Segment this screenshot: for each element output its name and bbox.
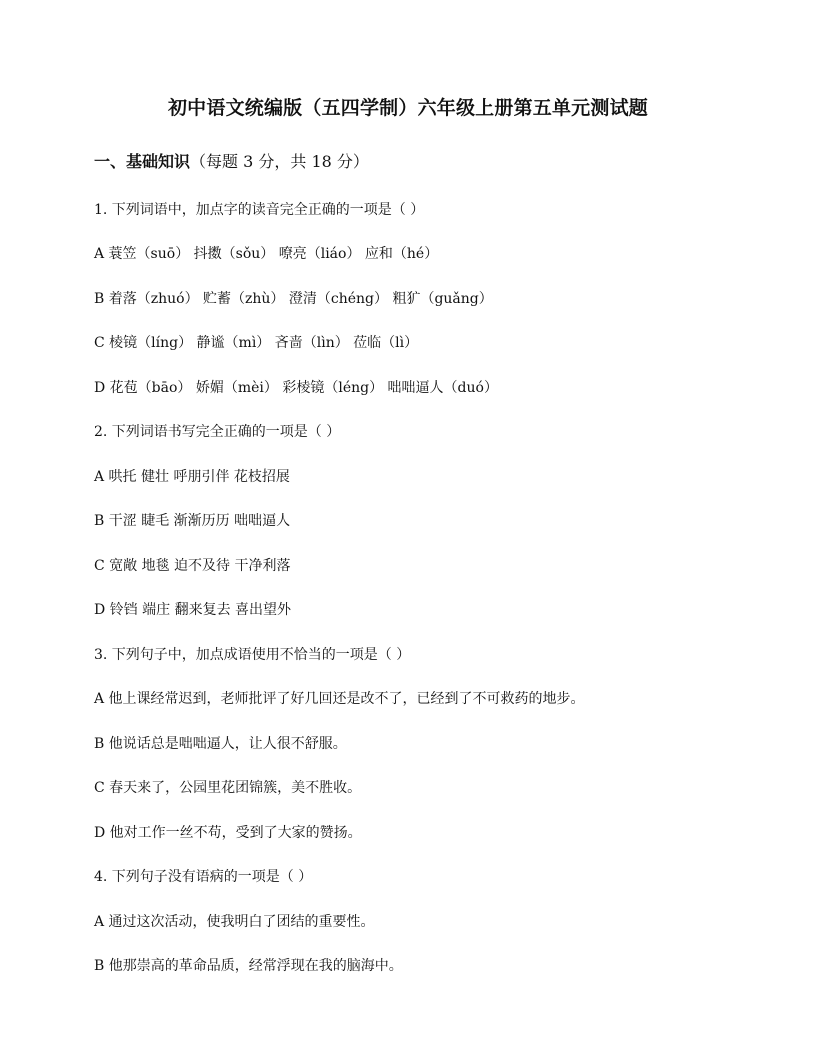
question-1-stem: 1. 下列词语中，加点字的读音完全正确的一项是（ ）	[94, 202, 425, 218]
question-3-option-a: A 他上课经常迟到，老师批评了好几回还是改不了，已经到了不可救药的地步。	[94, 691, 585, 707]
question-1-option-a: A 蓑笠（suō） 抖擞（sǒu） 嘹亮（liáo） 应和（hé）	[94, 246, 439, 262]
section-title: 一、基础知识	[94, 152, 191, 171]
question-2-option-d: D 铃铛 端庄 翻来复去 喜出望外	[94, 602, 292, 618]
section-score-note: （每题 3 分，共 18 分）	[190, 152, 369, 171]
question-2-option-c: C 宽敞 地毯 迫不及待 干净利落	[94, 558, 291, 574]
question-2-option-a: A 哄托 健壮 呼朋引伴 花枝招展	[94, 469, 290, 485]
question-3-option-c: C 春天来了，公园里花团锦簇，美不胜收。	[94, 780, 362, 796]
question-3-option-b: B 他说话总是咄咄逼人，让人很不舒服。	[94, 736, 347, 752]
question-4-stem: 4. 下列句子没有语病的一项是（ ）	[94, 869, 313, 885]
question-2-option-b: B 干涩 睫毛 渐渐历历 咄咄逼人	[94, 513, 291, 529]
question-1-option-d: D 花苞（bāo） 娇媚（mèi） 彩棱镜（léng） 咄咄逼人（duó）	[94, 380, 498, 396]
page-title: 初中语文统编版（五四学制）六年级上册第五单元测试题	[167, 97, 648, 119]
section-heading	[94, 150, 369, 174]
question-1-option-b: B 着落（zhuó） 贮蓄（zhù） 澄清（chéng） 粗犷（guǎng）	[94, 291, 493, 307]
question-1-option-c: C 棱镜（líng） 静谧（mì） 吝啬（lìn） 莅临（lì）	[94, 335, 419, 351]
question-3-option-d: D 他对工作一丝不苟，受到了大家的赞扬。	[94, 825, 362, 841]
question-3-stem: 3. 下列句子中，加点成语使用不恰当的一项是（ ）	[94, 647, 411, 663]
question-4-option-b: B 他那崇高的革命品质，经常浮现在我的脑海中。	[94, 958, 403, 974]
question-2-stem: 2. 下列词语书写完全正确的一项是（ ）	[94, 424, 341, 440]
question-4-option-a: A 通过这次活动，使我明白了团结的重要性。	[94, 914, 375, 930]
